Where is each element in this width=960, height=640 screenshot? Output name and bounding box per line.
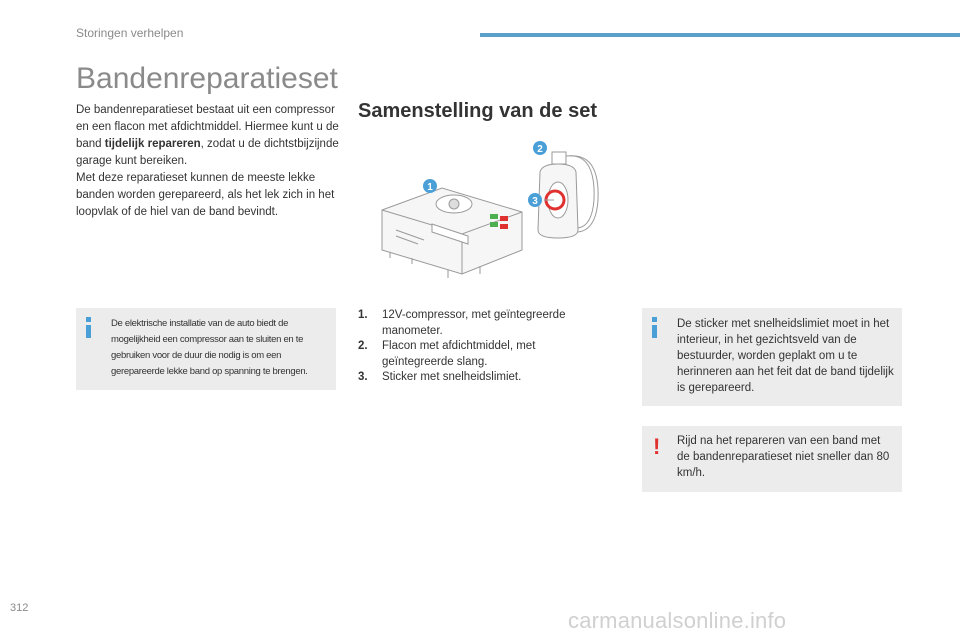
list-text: 12V-compressor, met geïntegreerde manometer.	[382, 309, 566, 337]
watermark: carmanualsonline.info	[568, 608, 787, 633]
list-number: 1.	[358, 309, 368, 321]
components-list	[358, 308, 608, 386]
svg-text:1: 1	[427, 182, 433, 193]
compressor-drawing	[382, 188, 522, 278]
list-text: Flacon met afdichtmiddel, met geïntegreerde slang.	[382, 340, 536, 368]
warning-icon: !	[653, 434, 661, 459]
warning-note-speed	[642, 426, 902, 492]
list-item	[358, 308, 608, 339]
list-number: 2.	[358, 340, 368, 352]
list-text: Sticker met snelheidslimiet.	[382, 371, 522, 383]
intro-text-a: De bandenreparatieset bestaat uit een compressor en een flacon met afdichtmiddel. Hiermee kunt u de band	[76, 104, 339, 150]
section-title: Samenstelling van de set	[358, 100, 597, 122]
header-accent-bar	[480, 33, 960, 37]
callout-2	[533, 141, 547, 155]
list-item	[358, 339, 608, 370]
intro-text-c: Met deze reparatieset kunnen de meeste lekke banden worden gerepareerd, als het lek zich in het loopvlak of de hiel van de band bevindt.	[76, 172, 335, 218]
section-label: Storingen verhelpen	[76, 26, 184, 40]
info-note-text: De elektrische installatie van de auto biedt de mogelijkheid een compressor aan te sluiten en te gebruiken voor de duur die nodig is om een gerepareerde lekke band op spanning te brengen.	[111, 318, 308, 377]
svg-text:2: 2	[537, 144, 543, 155]
info-icon	[651, 317, 658, 338]
info-icon	[85, 317, 92, 338]
svg-text:3: 3	[532, 196, 538, 207]
callout-3	[528, 193, 542, 207]
list-number: 3.	[358, 371, 368, 383]
intro-bold: tijdelijk repareren	[104, 138, 201, 150]
list-item	[358, 370, 608, 386]
page-title: Bandenreparatieset	[76, 62, 338, 95]
repair-kit-illustration	[372, 140, 602, 292]
intro-paragraph	[76, 102, 342, 221]
info-note-sticker	[642, 308, 902, 406]
info-note-text: De sticker met snelheidslimiet moet in het interieur, in het gezichtsveld van de bestuurder, worden geplakt om u te herinneren aan het feit dat de band tijdelijk is gerepareerd.	[677, 318, 894, 394]
info-note-electrical	[76, 308, 336, 390]
warning-note-text: Rijd na het repareren van een band met de bandenreparatieset niet sneller dan 80 km/h.	[677, 435, 890, 479]
intro-text-b: , zodat u de dichtstbijzijnde garage kunt bereiken.	[76, 138, 339, 167]
page-number: 312	[10, 602, 29, 614]
callout-1	[423, 179, 437, 193]
